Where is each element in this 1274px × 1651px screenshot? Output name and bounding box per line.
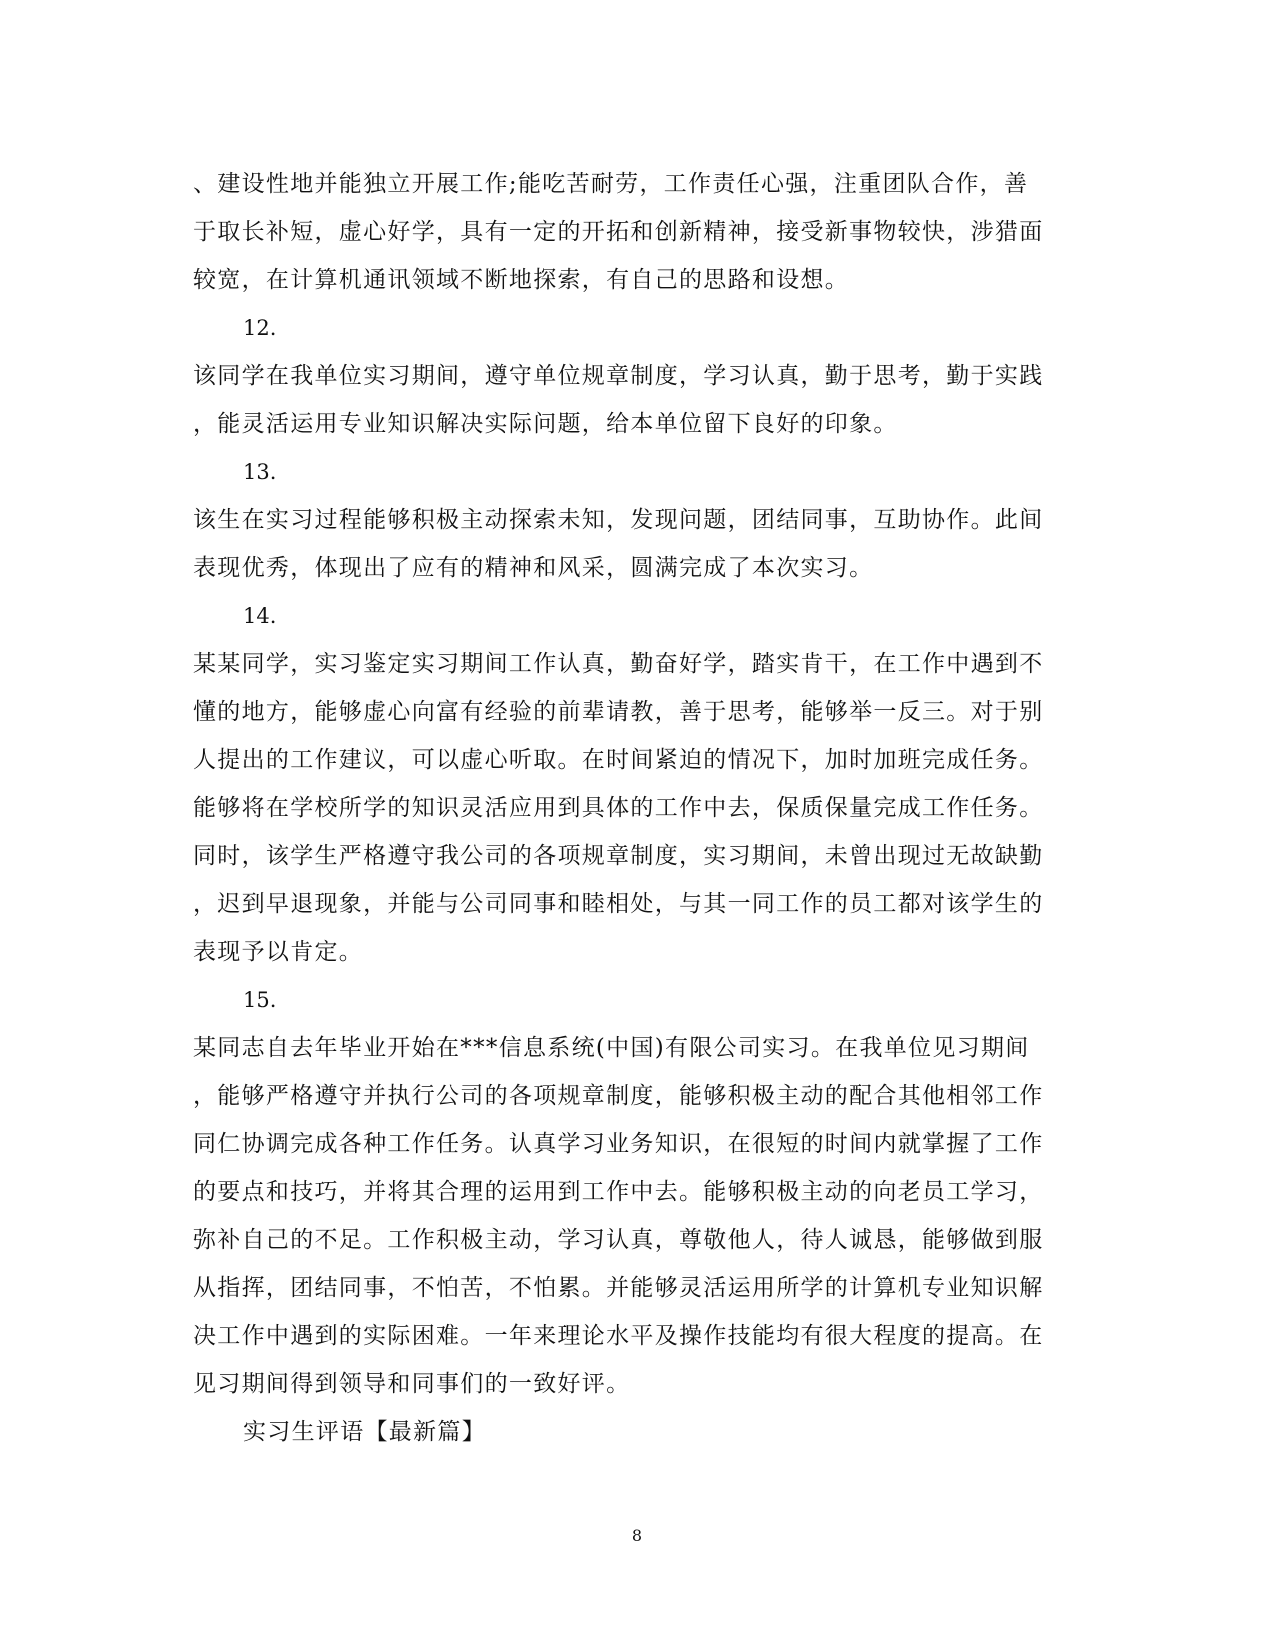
item-number: 12.	[243, 316, 277, 340]
text-line: 同时，该学生严格遵守我公司的各项规章制度，实习期间，未曾出现过无故缺勤	[193, 843, 1044, 869]
text-line: 同仁协调完成各种工作任务。认真学习业务知识，在很短的时间内就掌握了工作	[193, 1131, 1044, 1157]
text-line: 弥补自己的不足。工作积极主动，学习认真，尊敬他人，待人诚恳，能够做到服	[193, 1227, 1044, 1253]
item-number: 13.	[243, 460, 277, 484]
document-body	[193, 160, 1073, 1456]
section-heading: 实习生评语【最新篇】	[243, 1419, 486, 1445]
text-line: ，迟到早退现象，并能与公司同事和睦相处，与其一同工作的员工都对该学生的	[193, 891, 1044, 917]
text-line: 从指挥，团结同事，不怕苦，不怕累。并能够灵活运用所学的计算机专业知识解	[193, 1275, 1044, 1301]
item-number: 15.	[243, 988, 277, 1012]
text-line: 懂的地方，能够虚心向富有经验的前辈请教，善于思考，能够举一反三。对于别	[193, 699, 1044, 725]
text-line: 于取长补短，虚心好学，具有一定的开拓和创新精神，接受新事物较快，涉猎面	[193, 219, 1044, 245]
text-line: 某同志自去年毕业开始在***信息系统(中国)有限公司实习。在我单位见习期间	[193, 1035, 1030, 1061]
text-line: ，能够严格遵守并执行公司的各项规章制度，能够积极主动的配合其他相邻工作	[193, 1083, 1044, 1109]
text-line: 决工作中遇到的实际困难。一年来理论水平及操作技能均有很大程度的提高。在	[193, 1323, 1044, 1349]
text-line: 该生在实习过程能够积极主动探索未知，发现问题，团结同事，互助协作。此间	[193, 507, 1044, 533]
item-number: 14.	[243, 604, 277, 628]
text-line: 人提出的工作建议，可以虚心听取。在时间紧迫的情况下，加时加班完成任务。	[193, 747, 1044, 773]
text-line: 该同学在我单位实习期间，遵守单位规章制度，学习认真，勤于思考，勤于实践	[193, 363, 1044, 389]
text-line: 表现优秀，体现出了应有的精神和风采，圆满完成了本次实习。	[193, 555, 874, 581]
text-line: 能够将在学校所学的知识灵活应用到具体的工作中去，保质保量完成工作任务。	[193, 795, 1044, 821]
text-line: 某某同学，实习鉴定实习期间工作认真，勤奋好学，踏实肯干，在工作中遇到不	[193, 651, 1044, 677]
text-line: 的要点和技巧，并将其合理的运用到工作中去。能够积极主动的向老员工学习，	[193, 1179, 1044, 1205]
text-line: 表现予以肯定。	[193, 939, 364, 965]
page-number: 8	[631, 1526, 643, 1545]
text-line: 见习期间得到领导和同事们的一致好评。	[193, 1371, 631, 1397]
text-line: ，能灵活运用专业知识解决实际问题，给本单位留下良好的印象。	[193, 411, 898, 437]
text-line: 较宽，在计算机通讯领域不断地探索，有自己的思路和设想。	[193, 267, 850, 293]
text-line: 、建设性地并能独立开展工作;能吃苦耐劳，工作责任心强，注重团队合作，善	[193, 171, 1029, 197]
